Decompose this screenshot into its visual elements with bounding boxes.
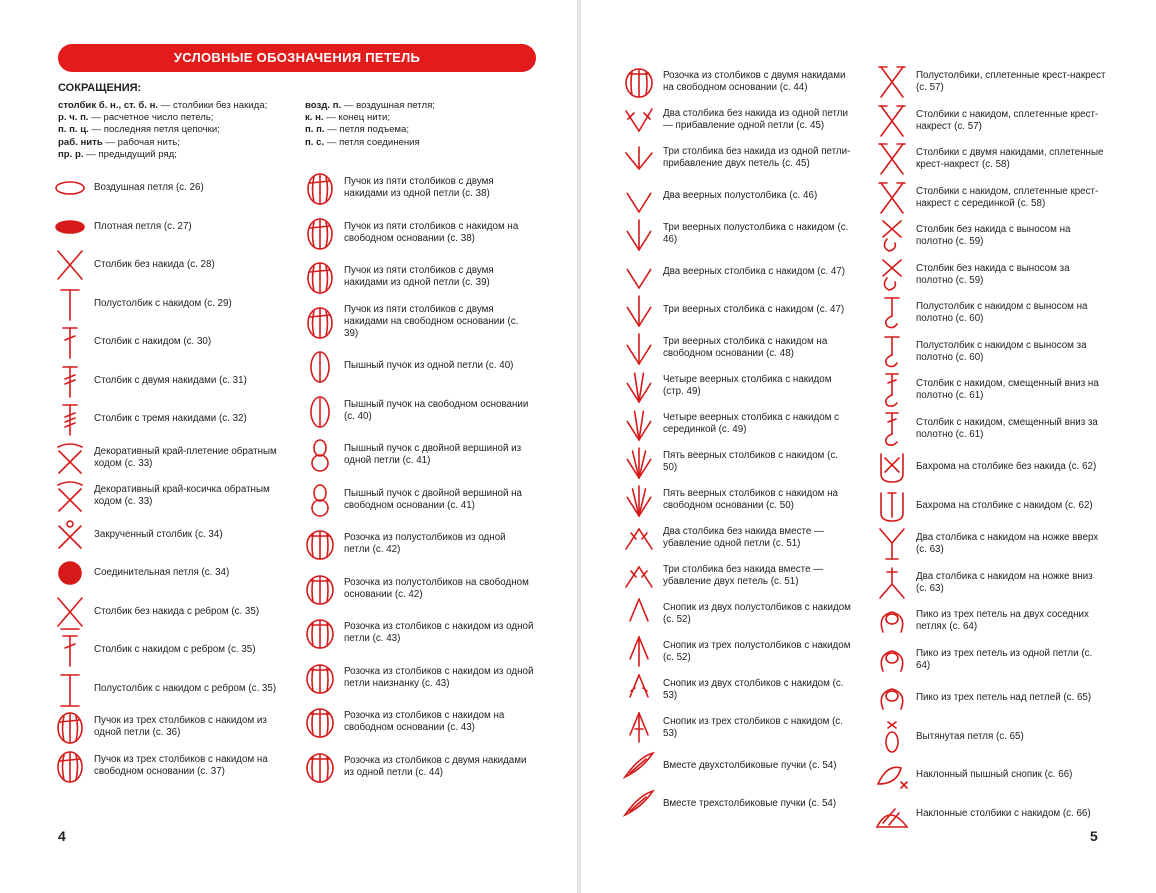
legend-item — [621, 442, 853, 482]
legend-item — [52, 245, 284, 285]
legend-label: Розочка из полустолбиков из одной петли (с. 42) — [344, 532, 506, 555]
abbreviation-value: — воздушная петля; — [341, 100, 435, 111]
legend-item — [874, 640, 1106, 680]
cluster-3-together-icon — [621, 784, 657, 824]
legend-item — [52, 746, 284, 786]
page-title-banner: УСЛОВНЫЕ ОБОЗНАЧЕНИЯ ПЕТЕЛЬ — [58, 44, 536, 72]
legend-label: Розочка из столбиков с накидом на свободном основании (с. 43) — [344, 710, 505, 733]
legend-item — [302, 391, 534, 431]
legend-item — [874, 678, 1106, 718]
legend-label: Два столбика без накида вместе — убавление одной петли (с. 51) — [663, 526, 824, 549]
legend-item — [874, 62, 1106, 102]
legend-label: Полустолбики, сплетенные крест-накрест (с. 57) — [916, 70, 1106, 93]
legend-label: Полустолбик с накидом с выносом на полотно (с. 60) — [916, 301, 1088, 324]
puff-free-icon — [302, 391, 338, 431]
legend-item — [302, 569, 534, 609]
legend-label: Бахрома на столбике без накида (с. 62) — [916, 461, 1097, 472]
legend-item — [302, 747, 534, 787]
legend-item — [874, 101, 1106, 141]
legend-label: Розочка из столбиков с накидом из одной петли (с. 43) — [344, 621, 534, 644]
abbreviation-key: п. с. — [305, 136, 325, 148]
dc3tog-icon — [621, 708, 657, 748]
picot-over-icon — [874, 678, 910, 718]
ribbed-dc-icon — [52, 630, 88, 670]
legend-item — [52, 207, 284, 247]
half-double-crochet-icon — [52, 284, 88, 324]
legend-item — [302, 257, 534, 297]
abbreviation-item — [305, 137, 435, 149]
legend-item — [621, 594, 853, 634]
legend-item — [302, 613, 534, 653]
sc-front-post-icon — [874, 216, 910, 256]
legend-item — [52, 322, 284, 362]
abbreviation-value: — петля подъема; — [324, 124, 410, 136]
legend-item — [874, 794, 1106, 834]
picot-two-loops-icon — [874, 601, 910, 641]
legend-label: Наклонные столбики с накидом (с. 66) — [916, 807, 1091, 819]
legend-label: Пышный пучок с двойной вершиной на свободном основании (с. 41) — [344, 487, 522, 511]
abbreviation-item — [305, 100, 435, 112]
legend-item — [874, 370, 1106, 410]
braid-edge-icon — [52, 476, 88, 516]
single-crochet-icon — [52, 245, 88, 285]
chain-stitch-icon — [52, 168, 88, 208]
legend-label: Снопик из двух полустолбиков с накидом (с. 52) — [663, 602, 851, 625]
fan-4-dc-icon — [621, 366, 657, 406]
legend-label: Два столбика без накида из одной петли — прибавление одной петли (с. 45) — [663, 108, 848, 131]
slanted-puff-icon — [874, 755, 910, 795]
cluster-2-together-icon — [621, 746, 657, 786]
legend-label: Бахрома на столбике с накидом (с. 62) — [916, 499, 1093, 511]
hdc2tog-icon — [621, 594, 657, 634]
crossed-tr-icon — [874, 139, 910, 179]
abbreviation-key: столбик б. н., ст. б. н. — [58, 100, 159, 111]
legend-item — [621, 62, 853, 102]
legend-label: Пышный пучок из одной петли (с. 40) — [344, 360, 514, 371]
legend-item — [874, 409, 1106, 449]
legend-label: Пучок из пяти столбиков с двумя накидами из одной петли (с. 39) — [344, 265, 494, 288]
legend-label: Снопик из двух столбиков с накидом (с. 53) — [663, 678, 844, 701]
fan-4-dc-center-icon — [621, 404, 657, 444]
abbreviation-value: — столбики без накида; — [158, 100, 268, 111]
legend-label: Пучок из пяти столбиков с двумя накидами из одной петли (с. 38) — [344, 176, 494, 199]
sc-increase-2-icon — [621, 100, 657, 140]
legend-item — [874, 601, 1106, 641]
legend-label: Пучок из трех столбиков с накидом на свободном основании (с. 37) — [94, 753, 268, 777]
legend-item — [874, 332, 1106, 372]
hdc-front-post-icon — [874, 293, 910, 333]
fan-2-dc-icon — [621, 252, 657, 292]
legend-label: Три столбика без накида вместе — убавление двух петель (с. 51) — [663, 564, 824, 587]
legend-item — [52, 476, 284, 516]
legend-label: Четыре веерных столбика с накидом (стр. 49) — [663, 374, 832, 397]
legend-item — [621, 404, 853, 444]
legend-item — [52, 515, 284, 555]
legend-item — [621, 138, 853, 178]
legend-label: Три веерных столбика с накидом на свободном основании (с. 48) — [663, 336, 828, 359]
legend-label: Два столбика с накидом на ножке вниз (с. 63) — [916, 570, 1093, 594]
legend-item — [874, 293, 1106, 333]
legend-item — [874, 216, 1106, 256]
legend-item — [302, 658, 534, 698]
legend-item — [302, 480, 534, 520]
legend-item — [302, 702, 534, 742]
twisted-stitch-icon — [52, 515, 88, 555]
legend-item — [52, 553, 284, 593]
legend-item — [302, 524, 534, 564]
legend-item — [52, 630, 284, 670]
legend-label: Два веерных столбика с накидом (с. 47) — [663, 266, 846, 277]
legend-label: Четыре веерных столбика с накидом с серединкой (с. 49) — [663, 412, 840, 435]
elongated-loop-icon — [874, 717, 910, 757]
abbreviation-item — [305, 112, 435, 124]
legend-label: Столбик с накидом, смещенный вниз за полотно (с. 61) — [916, 416, 1098, 440]
legend-label: Воздушная петля (с. 26) — [94, 182, 204, 193]
abbreviation-key: п. п. — [305, 124, 325, 136]
legend-item — [52, 707, 284, 747]
legend-item — [874, 139, 1106, 179]
legend-item — [302, 213, 534, 253]
legend-label: Пико из трех петель из одной петли (с. 64) — [916, 647, 1093, 671]
treble-crochet-icon — [52, 361, 88, 401]
ribbed-sc-icon — [52, 592, 88, 632]
legend-item — [621, 290, 853, 330]
legend-label: Закрученный столбик (с. 34) — [94, 528, 223, 540]
abbreviation-item — [58, 100, 267, 112]
cluster-5-dtr-icon — [302, 257, 338, 297]
right-page — [581, 0, 1156, 893]
legend-label: Пучок из пяти столбиков с накидом на свободном основании (с. 38) — [344, 220, 519, 244]
fan-5-dc-icon — [621, 442, 657, 482]
legend-item — [52, 284, 284, 324]
fringe-sc-icon — [874, 447, 910, 487]
legend-item — [302, 168, 534, 208]
legend-label: Пять веерных столбиков с накидом на свободном основании (с. 50) — [663, 488, 838, 511]
abbreviation-key: пр. р. — [58, 148, 84, 160]
legend-label: Пучок из трех столбиков с накидом из одной петли (с. 36) — [94, 715, 267, 738]
abbreviation-key: п. п. ц. — [58, 124, 89, 136]
cluster-5-icon — [302, 168, 338, 208]
legend-label: Столбик с накидом (с. 30) — [94, 336, 212, 347]
legend-label: Пять веерных столбиков с накидом (с. 50) — [663, 450, 838, 473]
legend-item — [621, 746, 853, 786]
legend-item — [874, 563, 1106, 603]
legend-label: Розочка из полустолбиков на свободном основании (с. 42) — [344, 576, 529, 600]
legend-label: Столбик без накида (с. 28) — [94, 259, 215, 270]
popcorn-dc-free-icon — [302, 702, 338, 742]
abbreviations-list-right — [305, 100, 435, 149]
legend-item — [302, 435, 534, 475]
legend-item — [621, 214, 853, 254]
legend-item — [621, 556, 853, 596]
legend-item — [621, 176, 853, 216]
abbreviation-item — [58, 124, 267, 136]
cluster-5-dtr-free-icon — [302, 302, 338, 342]
legend-label: Два столбика с накидом на ножке вверх (с. 63) — [916, 532, 1099, 555]
double-crochet-icon — [52, 322, 88, 362]
crossed-dc-center-icon — [874, 178, 910, 218]
abbreviation-item — [305, 124, 435, 136]
abbreviations-heading: СОКРАЩЕНИЯ: — [58, 82, 142, 94]
legend-item — [874, 486, 1106, 526]
popcorn-tr-icon — [302, 747, 338, 787]
legend-label: Декоративный край-косичка обратным ходом (с. 33) — [94, 484, 270, 507]
fan-3-dc-free-icon — [621, 328, 657, 368]
legend-label: Вместе двухстолбиковые пучки (с. 54) — [663, 760, 837, 771]
legend-label: Столбик с накидом, смещенный вниз на полотно (с. 61) — [916, 378, 1099, 401]
ribbed-hdc-icon — [52, 669, 88, 709]
inverted-y-stitch-icon — [874, 563, 910, 603]
abbreviation-value: — последняя петля цепочки; — [88, 124, 220, 136]
legend-label: Вместе трехстолбиковые пучки (с. 54) — [663, 798, 837, 809]
legend-label: Три столбика без накида из одной петли-прибавление двух петель (с. 45) — [663, 146, 851, 169]
legend-label: Столбик без накида с выносом за полотно (с. 59) — [916, 262, 1070, 286]
fan-2-hdc-icon — [621, 176, 657, 216]
legend-item — [874, 717, 1106, 757]
double-puff-icon — [302, 435, 338, 475]
fringe-dc-icon — [874, 486, 910, 526]
legend-label: Столбик без накида с ребром (с. 35) — [94, 605, 260, 617]
left-page — [0, 0, 577, 893]
legend-label: Розочка из столбиков с накидом из одной петли наизнанку (с. 43) — [344, 665, 534, 689]
legend-label: Пышный пучок с двойной вершиной из одной петли (с. 41) — [344, 443, 522, 466]
legend-item — [52, 669, 284, 709]
abbreviations-list-left — [58, 100, 267, 161]
dc-spike-front-icon — [874, 370, 910, 410]
abbreviation-key: р. ч. п. — [58, 112, 89, 124]
slanted-dc-icon — [874, 794, 910, 834]
abbreviation-item — [58, 112, 267, 124]
legend-label: Пышный пучок на свободном основании (с. 40) — [344, 398, 529, 422]
crab-stitch-icon — [52, 438, 88, 478]
legend-item — [621, 784, 853, 824]
fan-3-dc-icon — [621, 290, 657, 330]
popcorn-hdc-free-icon — [302, 569, 338, 609]
popcorn-dc-icon — [302, 613, 338, 653]
legend-item — [621, 100, 853, 140]
page-number-left: 4 — [58, 828, 66, 844]
legend-label: Плотная петля (с. 27) — [94, 220, 192, 232]
legend-item — [621, 632, 853, 672]
fan-5-dc-free-icon — [621, 480, 657, 520]
legend-item — [52, 399, 284, 439]
legend-label: Полустолбик с накидом с выносом за полотно (с. 60) — [916, 339, 1087, 363]
legend-label: Снопик из трех столбиков с накидом (с. 53) — [663, 716, 844, 739]
abbreviation-key: к. н. — [305, 112, 324, 124]
legend-label: Декоративный край-плетение обратным ходом (с. 33) — [94, 445, 277, 469]
legend-label: Столбик с тремя накидами (с. 32) — [94, 413, 247, 424]
popcorn-dc-back-icon — [302, 658, 338, 698]
dc2tog-icon — [621, 670, 657, 710]
legend-item — [302, 346, 534, 386]
slip-dense-stitch-icon — [52, 207, 88, 247]
dc-spike-back-icon — [874, 409, 910, 449]
legend-label: Полустолбик с накидом с ребром (с. 35) — [94, 682, 277, 694]
legend-label: Пико из трех петель над петлей (с. 65) — [916, 692, 1092, 703]
legend-label: Столбики с двумя накидами, сплетенные крест-накрест (с. 58) — [916, 147, 1104, 170]
sc2tog-icon — [621, 518, 657, 558]
legend-item — [621, 708, 853, 748]
abbreviation-key: раб. нить — [58, 136, 103, 148]
legend-item — [874, 178, 1106, 218]
crossed-hdc-icon — [874, 62, 910, 102]
legend-item — [621, 480, 853, 520]
legend-item — [874, 755, 1106, 795]
legend-label: Столбики с накидом, сплетенные крест-накрест (с. 57) — [916, 108, 1099, 132]
legend-item — [52, 168, 284, 208]
sc3tog-icon — [621, 556, 657, 596]
page-number-right: 5 — [1090, 828, 1098, 844]
legend-item — [52, 592, 284, 632]
abbreviation-item — [58, 149, 267, 161]
double-puff-free-icon — [302, 480, 338, 520]
legend-label: Полустолбик с накидом (с. 29) — [94, 297, 232, 309]
legend-item — [302, 302, 534, 342]
abbreviation-value: — петля соединения — [324, 136, 420, 148]
puff-icon — [302, 346, 338, 386]
legend-label: Розочка из столбиков с двумя накидами на свободном основании (с. 44) — [663, 70, 846, 93]
sc-increase-3-icon — [621, 138, 657, 178]
legend-label: Три веерных полустолбика с накидом (с. 46) — [663, 222, 849, 245]
legend-item — [874, 447, 1106, 487]
popcorn-tr-free-icon — [621, 62, 657, 102]
abbreviation-value: — рабочая нить; — [102, 136, 180, 148]
legend-label: Три веерных столбика с накидом (с. 47) — [663, 304, 845, 315]
legend-label: Пучок из пяти столбиков с двумя накидами на свободном основании (с. 39) — [344, 303, 519, 339]
legend-label: Столбик с двумя накидами (с. 31) — [94, 374, 247, 386]
double-treble-icon — [52, 399, 88, 439]
abbreviation-key: возд. п. — [305, 100, 342, 111]
legend-label: Розочка из столбиков с двумя накидами из одной петли (с. 44) — [344, 754, 527, 778]
hdc3tog-icon — [621, 632, 657, 672]
legend-item — [621, 518, 853, 558]
legend-label: Столбики с накидом, сплетенные крест-накрест с серединкой (с. 58) — [916, 185, 1099, 209]
hdc-back-post-icon — [874, 332, 910, 372]
y-stitch-icon — [874, 524, 910, 564]
popcorn-hdc-icon — [302, 524, 338, 564]
legend-label: Два веерных полустолбика (с. 46) — [663, 190, 818, 201]
legend-label: Соединительная петля (с. 34) — [94, 567, 230, 578]
legend-item — [621, 366, 853, 406]
legend-item — [621, 328, 853, 368]
slip-stitch-icon — [52, 553, 88, 593]
legend-item — [621, 670, 853, 710]
legend-label: Снопик из трех полустолбиков с накидом (с. 52) — [663, 640, 851, 663]
fan-3-hdc-icon — [621, 214, 657, 254]
abbreviation-value: — предыдущий ряд; — [83, 148, 177, 160]
abbreviation-value: — конец нити; — [323, 112, 391, 124]
abbreviation-item — [58, 137, 267, 149]
legend-label: Пико из трех петель на двух соседних петлях (с. 64) — [916, 609, 1089, 632]
cluster-3-free-icon — [52, 746, 88, 786]
abbreviation-value: — расчетное число петель; — [88, 112, 214, 124]
legend-item — [874, 255, 1106, 295]
picot-one-loop-icon — [874, 640, 910, 680]
legend-item — [621, 252, 853, 292]
legend-label: Наклонный пышный снопик (с. 66) — [916, 769, 1073, 780]
cluster-3-icon — [52, 707, 88, 747]
cluster-5-free-icon — [302, 213, 338, 253]
legend-item — [874, 524, 1106, 564]
sc-back-post-icon — [874, 255, 910, 295]
legend-label: Столбик с накидом с ребром (с. 35) — [94, 644, 256, 655]
crossed-dc-icon — [874, 101, 910, 141]
legend-label: Столбик без накида с выносом на полотно (с. 59) — [916, 224, 1071, 247]
legend-item — [52, 361, 284, 401]
legend-label: Вытянутая петля (с. 65) — [916, 730, 1024, 742]
legend-item — [52, 438, 284, 478]
